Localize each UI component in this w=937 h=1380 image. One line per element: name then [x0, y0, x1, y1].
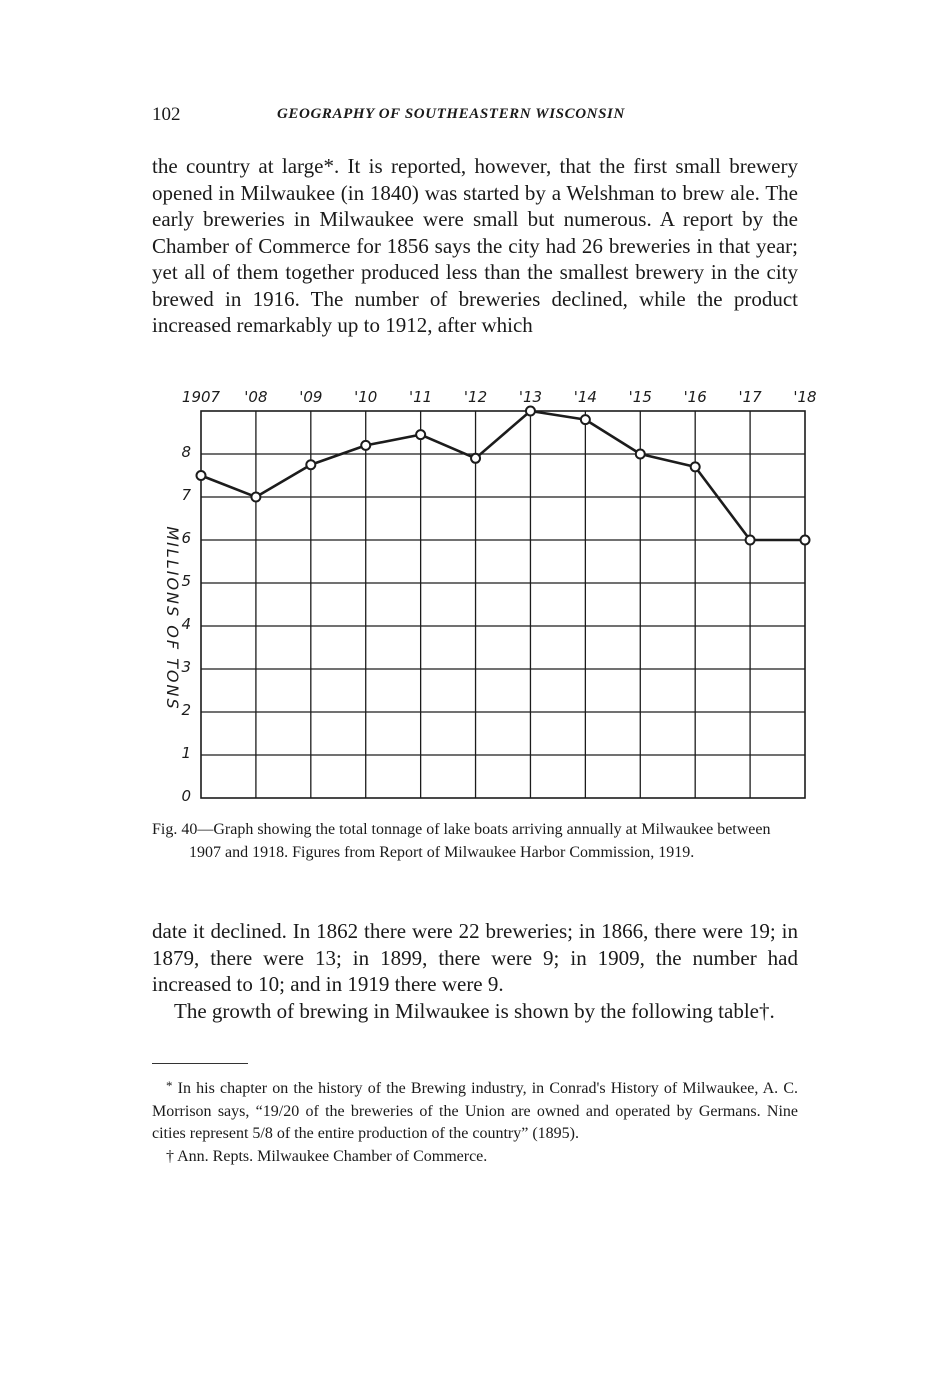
x-tick-label: '11 [409, 388, 433, 406]
x-tick-label: '14 [573, 388, 597, 406]
y-tick-label: 8 [181, 443, 191, 461]
footnote [152, 1146, 798, 1169]
body-text-top [152, 153, 798, 339]
y-tick-label: 2 [181, 701, 191, 719]
x-tick-label: 1907 [181, 388, 221, 406]
data-point [746, 536, 755, 545]
footnote-text: In his chapter on the history of the Brewing industry, in Conrad's History of Milwaukee, A. C. Morrison says, “19/20 of the breweries of the Union are owned and operated by Germans. Nine cities represent 5/8 of the entire production of the country” (1895). [152, 1080, 799, 1142]
data-point [636, 450, 645, 459]
data-point [197, 471, 206, 480]
x-tick-label: '08 [244, 388, 268, 406]
x-tick-label: '10 [354, 388, 378, 406]
x-tick-label: '09 [299, 388, 323, 406]
data-point [581, 415, 590, 424]
data-point [691, 462, 700, 471]
footnote-mark: † [166, 1147, 174, 1165]
footnote-mark: * [166, 1078, 173, 1093]
footnote-text: Ann. Repts. Milwaukee Chamber of Commerce. [177, 1147, 488, 1165]
x-tick-label: '17 [738, 388, 762, 406]
y-tick-label: 7 [181, 486, 191, 504]
y-tick-label: 3 [181, 658, 191, 676]
x-tick-label: '18 [793, 388, 817, 406]
data-point [801, 536, 810, 545]
x-tick-label: '15 [628, 388, 652, 406]
data-point [471, 454, 480, 463]
x-tick-label: '12 [463, 388, 488, 406]
data-point [416, 430, 425, 439]
data-point [251, 493, 260, 502]
y-tick-label: 4 [181, 615, 191, 633]
caption-text: Fig. 40—Graph showing the total tonnage of lake boats arriving annually at Milwaukee between 1907 and 1918. Figures from Report of Milwaukee Harbor Commission, 1919. [152, 821, 771, 861]
x-tick-label: '16 [683, 388, 707, 406]
y-tick-label: 6 [181, 529, 191, 547]
y-tick-label: 5 [181, 572, 191, 590]
running-head: GEOGRAPHY OF SOUTHEASTERN WISCONSIN [277, 106, 625, 122]
y-tick-label: 0 [181, 787, 191, 805]
footnote [152, 1075, 798, 1146]
x-tick-label: '13 [518, 388, 543, 406]
footnote-rule [152, 1063, 248, 1064]
data-point [526, 407, 535, 416]
paragraph: date it declined. In 1862 there were 22 breweries; in 1866, there were 19; in 1879, there were 13; in 1899, there were 9; in 1909, the number had increased to 10; and in 1919 there were 9. [152, 919, 798, 996]
plot-frame [201, 411, 805, 798]
line-chart [150, 380, 820, 810]
y-axis-label: MILLIONS OF TONS [163, 526, 182, 711]
page-number: 102 [152, 104, 181, 125]
paragraph: The growth of brewing in Milwaukee is shown by the following table†. [174, 998, 775, 1023]
series-line [201, 411, 805, 540]
paragraph: the country at large*. It is reported, however, that the first small brewery opened in Milwaukee (in 1840) was started by a Welshman to brew ale. The early breweries in Milwaukee were small but numerous. A report by the Chamber of Commerce for 1856 says the city had 26 breweries in that year; yet all of them together produced less than the smallest brewery in the city brewed in 1916. The number of breweries declined, while the product increased remarkably up to 1912, after which [152, 154, 798, 337]
data-point [306, 460, 315, 469]
data-point [361, 441, 370, 450]
body-text-bottom [152, 918, 798, 1024]
footnotes [152, 1075, 798, 1168]
y-tick-label: 1 [181, 744, 191, 762]
chart-svg [150, 380, 820, 810]
figure-caption [152, 818, 798, 864]
